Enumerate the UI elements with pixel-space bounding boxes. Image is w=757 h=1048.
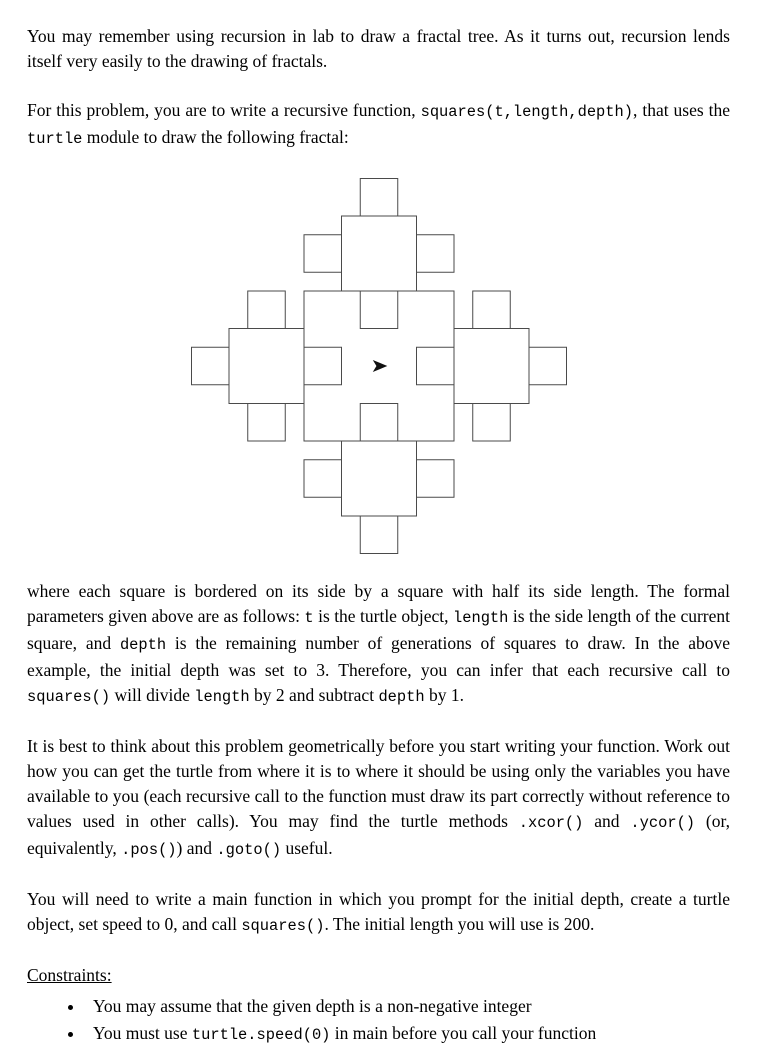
inline-code: depth	[378, 688, 425, 706]
inline-code: .goto()	[216, 841, 282, 859]
paragraph-geometry-hint	[27, 734, 730, 863]
text-run: . The initial length you will use is 200.	[324, 914, 595, 934]
fractal-square	[416, 460, 454, 498]
fractal-square	[360, 179, 398, 217]
text-run: , that uses the	[633, 100, 731, 120]
fractal-square	[529, 347, 567, 385]
fractal-square	[247, 404, 285, 442]
inline-code: length	[194, 688, 250, 706]
fractal-square	[191, 347, 229, 385]
text-run: You will need to write a main function in which you prompt for the initial depth, create a turtle object, set speed to 0, and call	[27, 889, 730, 934]
text-run: It is best to think about this problem geometrically before you start writing your function. Work out how you can get the turtle from where it is to where it should be using only the variables you have available to you (each recursive call to the function must draw its part correctly without reference to values used in other calls). You may find the turtle methods	[27, 736, 730, 831]
fractal-square	[341, 441, 416, 516]
text-run: in main before you call your function	[330, 1023, 597, 1043]
fractal-square	[360, 291, 398, 329]
inline-code: turtle.speed(0)	[191, 1026, 331, 1044]
fractal-diagram	[27, 176, 730, 563]
text-run: module to draw the following fractal:	[82, 127, 349, 147]
text-run: You must use	[93, 1023, 192, 1043]
inline-code: .xcor()	[518, 814, 584, 832]
text-run: You may assume that the given depth is a non-negative integer	[93, 996, 532, 1016]
fractal-square	[304, 347, 342, 385]
paragraph-intro	[27, 24, 730, 74]
fractal-square	[341, 216, 416, 291]
inline-code: .ycor()	[630, 814, 696, 832]
fractal-square	[472, 404, 510, 442]
inline-code: t	[304, 609, 314, 627]
text-run: is the remaining number of generations of squares to draw. In the above example, the initial depth was set to 3. Therefore, you can infer that each recursive call to	[27, 633, 730, 680]
fractal-square	[454, 329, 529, 404]
text-run: ) and	[176, 838, 217, 858]
fractal-square	[416, 235, 454, 273]
fractal-square	[247, 291, 285, 329]
text-run: is the turtle object,	[313, 606, 453, 626]
fractal-square	[229, 329, 304, 404]
inline-code: squares()	[241, 917, 325, 935]
paragraph-main-function	[27, 887, 730, 939]
text-run: useful.	[281, 838, 333, 858]
inline-code: depth	[119, 636, 167, 654]
constraints-heading-row	[27, 963, 730, 988]
fractal-svg	[189, 176, 569, 556]
text-run: For this problem, you are to write a recursive function,	[27, 100, 421, 120]
fractal-square	[416, 347, 454, 385]
inline-code: squares()	[27, 688, 111, 706]
text-run: and	[583, 811, 631, 831]
text-run: by 2 and subtract	[249, 685, 379, 705]
constraints-heading: Constraints:	[27, 965, 112, 985]
inline-code: turtle	[27, 130, 83, 148]
paragraph-parameters	[27, 579, 730, 710]
text-run: (or, equivalently,	[27, 811, 730, 858]
text-run: You may remember using recursion in lab to draw a fractal tree. As it turns out, recursion lends itself very easily to the drawing of fractals.	[27, 26, 730, 71]
text-run: where each square is bordered on its side by a square with half its side length. The formal parameters given above are as follows:	[27, 581, 730, 626]
inline-code: squares(t,length,depth)	[420, 103, 634, 121]
fractal-square	[360, 404, 398, 442]
turtle-cursor-icon	[374, 361, 386, 371]
fractal-square	[360, 516, 398, 554]
text-run: will divide	[110, 685, 195, 705]
list-item	[85, 994, 730, 1019]
list-item	[85, 1021, 730, 1048]
constraints-list	[27, 994, 730, 1048]
fractal-square	[304, 460, 342, 498]
text-run: is the side length of the current square, and	[27, 606, 730, 653]
fractal-square	[304, 235, 342, 273]
text-run: by 1.	[424, 685, 464, 705]
inline-code: length	[452, 609, 509, 627]
paragraph-problem-statement	[27, 98, 730, 152]
fractal-square	[472, 291, 510, 329]
inline-code: .pos()	[121, 841, 177, 859]
